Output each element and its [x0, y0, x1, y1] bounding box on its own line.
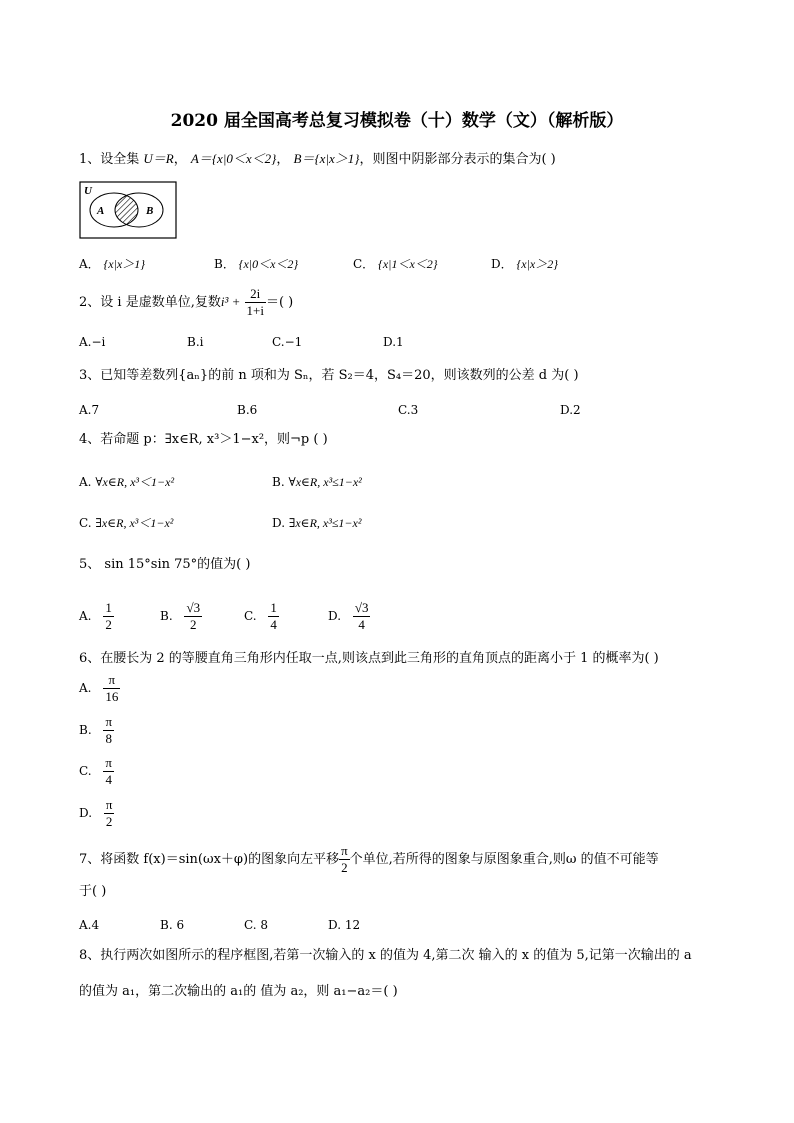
q7-option-a[interactable]: A.4 — [79, 918, 100, 932]
q1-option-b[interactable]: B． {x|0＜x＜2} — [214, 257, 299, 271]
q6-option-c[interactable]: C. $\frac{\pi}{4}$ — [79, 755, 112, 787]
q3-option-c[interactable]: C.3 — [398, 403, 419, 417]
q2-option-b[interactable]: B.i — [187, 335, 204, 349]
q3-option-a[interactable]: A.7 — [79, 403, 100, 417]
q1-option-c[interactable]: C． {x|1＜x＜2} — [353, 257, 438, 271]
q5-option-a[interactable]: A. $\frac{1}{2}$ — [79, 600, 112, 632]
q3-option-d[interactable]: D.2 — [560, 403, 581, 417]
q6-option-a[interactable]: A. $\frac{\pi}{16}$ — [79, 672, 119, 704]
q2-option-d[interactable]: D.1 — [383, 335, 404, 349]
venn-label-a: A — [97, 205, 105, 217]
q4-option-d[interactable]: D. ∃x∈R, x³≤1−x² — [272, 516, 362, 530]
q1-option-a[interactable]: A． {x|x＞1} — [79, 257, 146, 271]
q1-universe: U＝R — [143, 151, 174, 166]
page-title: 2020 届全国高考总复习模拟卷（十）数学（文）（解析版） — [170, 111, 624, 131]
question-8-line1: 8、执行两次如图所示的程序框图,若第一次输入的 x 的值为 4,第二次 输入的 x 的值为 5,记第一次输出的 a — [79, 948, 692, 963]
q6-option-d[interactable]: D. $\frac{\pi}{2}$ — [79, 797, 113, 829]
q2-option-a[interactable]: A.−i — [79, 335, 106, 349]
venn-diagram — [79, 181, 177, 239]
venn-label-u: U — [84, 185, 92, 197]
question-2: 2、设 i 是虚数单位,复数i³ + $\frac{2i}{1+i}$ ＝( ) — [79, 286, 294, 318]
q3-option-b[interactable]: B.6 — [237, 403, 258, 417]
question-7-line2: 于( ) — [79, 884, 107, 899]
q6-option-b[interactable]: B. $\frac{\pi}{8}$ — [79, 714, 113, 746]
question-6: 6、在腰长为 2 的等腰直角三角形内任取一点,则该点到此三角形的直角顶点的距离小于 1 的概率为( ) — [79, 651, 659, 666]
q7-option-b[interactable]: B. 6 — [160, 918, 185, 932]
q1-prefix: 1、设全集 — [79, 152, 140, 167]
q1-set-a: A＝{x|0＜x＜2} — [190, 151, 277, 166]
q4-option-a[interactable]: A. ∀x∈R, x³＜1−x² — [79, 475, 175, 489]
q1-suffix: ，则图中阴影部分表示的集合为( ) — [359, 152, 556, 167]
q1-option-d[interactable]: D． {x|x＞2} — [491, 257, 559, 271]
question-7: 7、将函数 f(x)＝sin(ωx＋φ)的图象向左平移 $\frac{\pi}{2}$ 个单位,若所得的图象与原图象重合,则ω 的值不可能等 — [79, 843, 659, 875]
question-1: 1、设全集 U＝R， A＝{x|0＜x＜2}， B＝{x|x＞1}，则图中阴影部分表示的集合为( ) — [79, 151, 556, 167]
q7-option-d[interactable]: D. 12 — [328, 918, 361, 932]
question-5: 5、 sin 15°sin 75°的值为( ) — [79, 557, 251, 572]
q5-option-d[interactable]: D. $\frac{√3}{4}$ — [328, 600, 369, 632]
q1-set-b: B＝{x|x＞1} — [293, 151, 360, 166]
q4-option-c[interactable]: C. ∃x∈R, x³＜1−x² — [79, 516, 174, 530]
question-8-line2: 的值为 a₁，第二次输出的 a₁的 值为 a₂，则 a₁−a₂＝( ) — [79, 984, 398, 999]
q4-option-b[interactable]: B. ∀x∈R, x³≤1−x² — [272, 475, 362, 489]
q7-fraction: $\frac{\pi}{2}$ — [341, 843, 348, 875]
question-3: 3、已知等差数列{aₙ}的前 n 项和为 Sₙ，若 S₂＝4，S₄＝20，则该数列的公差 d 为( ) — [79, 368, 579, 383]
q5-option-c[interactable]: C. $\frac{1}{4}$ — [244, 600, 277, 632]
q5-option-b[interactable]: B. $\frac{√3}{2}$ — [160, 600, 201, 632]
question-4: 4、若命题 p：∃x∈R, x³＞1−x²，则¬p ( ) — [79, 432, 328, 447]
q2-option-c[interactable]: C.−1 — [272, 335, 303, 349]
q7-option-c[interactable]: C. 8 — [244, 918, 269, 932]
q2-fraction: $\frac{2i}{1+i}$ — [246, 286, 264, 318]
venn-label-b: B — [146, 205, 154, 217]
